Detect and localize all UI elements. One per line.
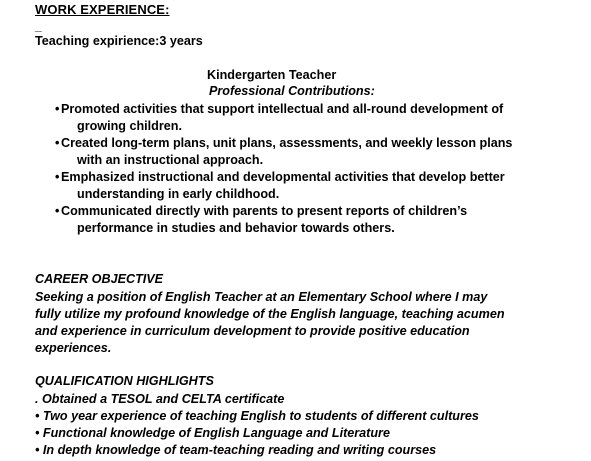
job-subheading: Professional Contributions: bbox=[209, 84, 375, 98]
qualification-item: . Obtained a TESOL and CELTA certificate bbox=[35, 392, 285, 406]
career-objective-line: and experience in curriculum development to provide positive education bbox=[35, 324, 470, 338]
contribution-line: Created long-term plans, unit plans, assessments, and weekly lesson plans bbox=[61, 136, 513, 150]
bullet-icon: • bbox=[55, 102, 60, 116]
career-objective-line: Seeking a position of English Teacher at an Elementary School where I may bbox=[35, 290, 488, 304]
qualification-item: • In depth knowledge of team-teaching reading and writing courses bbox=[35, 443, 437, 457]
contribution-item bbox=[55, 101, 585, 135]
bullet-icon: • bbox=[55, 204, 60, 218]
qualification-item: • Functional knowledge of English Language and Literature bbox=[35, 426, 390, 440]
bullet-icon: • bbox=[55, 136, 60, 150]
career-objective-line: fully utilize my profound knowledge of the English language, teaching acumen bbox=[35, 307, 505, 321]
contribution-line: Emphasized instructional and developmental activities that develop better bbox=[61, 170, 505, 184]
contribution-line: understanding in early childhood. bbox=[77, 187, 280, 201]
contributions-list bbox=[55, 101, 585, 237]
qualification-list bbox=[35, 391, 479, 459]
career-objective-text bbox=[35, 289, 575, 357]
qualification-highlights-heading: QUALIFICATION HIGHLIGHTS bbox=[35, 374, 214, 388]
contribution-item bbox=[55, 135, 585, 169]
contribution-item bbox=[55, 203, 585, 237]
qualification-item: • Two year experience of teaching English to students of different cultures bbox=[35, 409, 479, 423]
job-title: Kindergarten Teacher bbox=[207, 68, 337, 82]
teaching-experience-line: Teaching expirience:3 years bbox=[35, 34, 203, 48]
contribution-line: Promoted activities that support intellectual and all-round development of bbox=[61, 102, 504, 116]
career-objective-line: experiences. bbox=[35, 341, 112, 355]
contribution-item bbox=[55, 169, 585, 203]
work-experience-heading: WORK EXPERIENCE: bbox=[35, 2, 170, 17]
contribution-line: growing children. bbox=[77, 119, 182, 133]
bullet-icon: • bbox=[55, 170, 60, 184]
stray-underscore: _ bbox=[35, 19, 42, 33]
career-objective-heading: CAREER OBJECTIVE bbox=[35, 272, 164, 286]
contribution-line: Communicated directly with parents to present reports of children’s bbox=[61, 204, 468, 218]
contribution-line: with an instructional approach. bbox=[77, 153, 264, 167]
contribution-line: performance in studies and behavior towards others. bbox=[77, 221, 395, 235]
